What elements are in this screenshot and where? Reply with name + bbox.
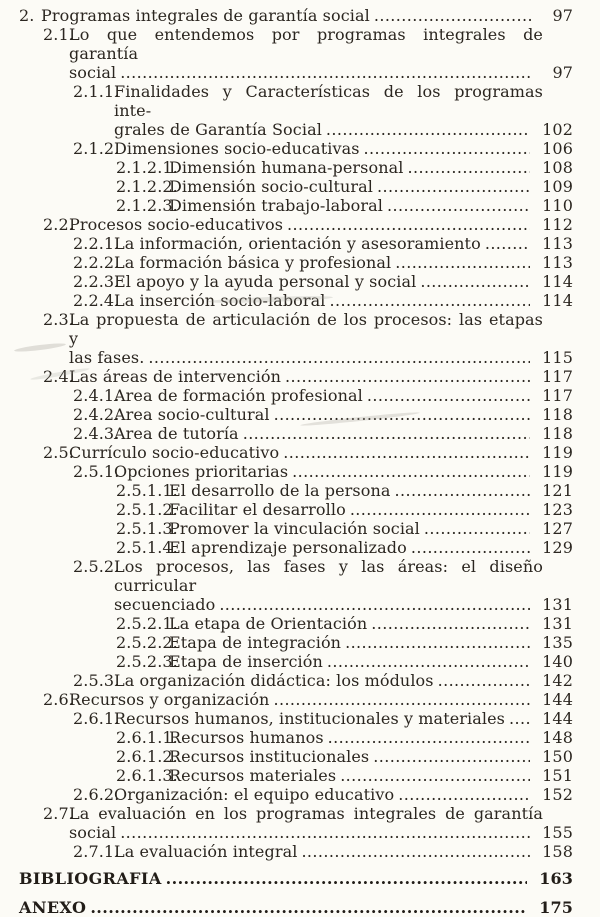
dot-leader bbox=[377, 177, 530, 196]
toc-entry-label: Recursos y organización bbox=[69, 690, 270, 709]
toc-entry-label: Currículo socio-educativo bbox=[69, 443, 280, 462]
toc-entry-line bbox=[116, 481, 600, 500]
toc-entry-line bbox=[114, 120, 600, 139]
toc-entry-number: 2.6.1.1. bbox=[116, 728, 178, 747]
dot-leader bbox=[345, 633, 530, 652]
toc-entry-line bbox=[114, 595, 600, 614]
toc-entry-line bbox=[73, 253, 600, 272]
dot-leader bbox=[395, 253, 530, 272]
toc-entry-number: 2.1.1. bbox=[73, 82, 120, 101]
toc-entry-number: 2.6.1.3. bbox=[116, 766, 178, 785]
toc-entry-label: Finalidades y Características de los programas inte- bbox=[114, 82, 543, 120]
toc-page-number: 148 bbox=[542, 728, 573, 747]
toc-entry-line bbox=[73, 842, 600, 861]
toc-entry-number: 2.5. bbox=[43, 443, 74, 462]
toc-entry-line bbox=[73, 272, 600, 291]
dot-leader bbox=[283, 443, 530, 462]
toc-entry-label: Area de tutoría bbox=[114, 424, 239, 443]
dot-leader bbox=[340, 766, 530, 785]
toc-entry-line bbox=[116, 633, 600, 652]
toc-entry-label: Recursos institucionales bbox=[169, 747, 370, 766]
toc-page-number: 129 bbox=[542, 538, 573, 557]
toc-entry-label: Lo que entendemos por programas integrales de garantía bbox=[69, 25, 543, 63]
toc-entry-label: social bbox=[69, 823, 117, 842]
toc-entry-label: Organización: el equipo educativo bbox=[114, 785, 395, 804]
toc-entry-label: social bbox=[69, 63, 117, 82]
toc-page-number: 144 bbox=[542, 690, 573, 709]
dot-leader bbox=[424, 519, 530, 538]
toc-page-number: 109 bbox=[542, 177, 573, 196]
dot-leader bbox=[166, 869, 528, 888]
toc-page-number: 155 bbox=[542, 823, 573, 842]
dot-leader bbox=[292, 462, 530, 481]
toc-entry-number: 2. bbox=[19, 6, 35, 25]
toc-entry-line bbox=[116, 196, 600, 215]
toc-page-number: 131 bbox=[542, 595, 573, 614]
toc-entry-line bbox=[116, 177, 600, 196]
dot-leader bbox=[364, 139, 531, 158]
toc-entry-label: La propuesta de articulación de los procesos: las etapas y bbox=[69, 310, 543, 348]
toc-entry-line bbox=[73, 291, 600, 310]
dot-leader bbox=[274, 405, 531, 424]
toc-entry-number: 2.5.1.2. bbox=[116, 500, 178, 519]
toc-page-number: 121 bbox=[542, 481, 573, 500]
toc-page-number: 113 bbox=[542, 234, 573, 253]
toc-entry-label: La etapa de Orientación bbox=[169, 614, 368, 633]
dot-leader bbox=[438, 671, 531, 690]
toc-entry-label: Los procesos, las fases y las áreas: el diseño curricular bbox=[114, 557, 543, 595]
dot-leader bbox=[287, 215, 530, 234]
toc-page-number: 97 bbox=[552, 6, 573, 25]
toc-page-number: 152 bbox=[542, 785, 573, 804]
toc-entry-line bbox=[73, 386, 600, 405]
toc-entry-number: 2.4.2. bbox=[73, 405, 120, 424]
back-matter-label: ANEXO bbox=[19, 898, 87, 917]
toc-entry-label: La inserción socio-laboral bbox=[114, 291, 326, 310]
toc-entry-number: 2.7.1. bbox=[73, 842, 120, 861]
toc-entry-number: 2.2.3. bbox=[73, 272, 120, 291]
toc-page-number: 115 bbox=[542, 348, 573, 367]
toc-entry-number: 2.5.2.1. bbox=[116, 614, 178, 633]
toc-entry-number: 2.1.2.2. bbox=[116, 177, 178, 196]
toc-entry-label: Dimensión socio-cultural bbox=[169, 177, 374, 196]
toc-entry-label: La evaluación integral bbox=[114, 842, 298, 861]
toc-entry-number: 2.1.2. bbox=[73, 139, 120, 158]
toc-entry-label: Recursos humanos bbox=[169, 728, 324, 747]
toc-page-number: 118 bbox=[542, 405, 573, 424]
toc-entry-line bbox=[73, 82, 600, 120]
toc-entry-number: 2.6. bbox=[43, 690, 74, 709]
toc-entry-line bbox=[116, 614, 600, 633]
dot-leader bbox=[219, 595, 530, 614]
toc-entry-number: 2.5.2.2. bbox=[116, 633, 178, 652]
toc-entry-label: La organización didáctica: los módulos bbox=[114, 671, 434, 690]
toc-entry-label: Dimensión trabajo-laboral bbox=[169, 196, 383, 215]
toc-page-number: 131 bbox=[542, 614, 573, 633]
toc-entry-number: 2.1.2.3. bbox=[116, 196, 178, 215]
toc-entry-number: 2.6.2. bbox=[73, 785, 120, 804]
dot-leader bbox=[509, 709, 530, 728]
toc-entry-label: El aprendizaje personalizado bbox=[169, 538, 407, 557]
toc-entry-number: 2.5.1.1. bbox=[116, 481, 178, 500]
toc-page-number: 123 bbox=[542, 500, 573, 519]
toc-entry-label: Las áreas de intervención bbox=[69, 367, 282, 386]
back-matter-entry bbox=[19, 869, 600, 888]
toc-entry-number: 2.4. bbox=[43, 367, 74, 386]
toc-page-number: 140 bbox=[542, 652, 573, 671]
toc-entry-line bbox=[73, 671, 600, 690]
toc-entry-number: 2.7. bbox=[43, 804, 74, 823]
dot-leader bbox=[398, 785, 530, 804]
back-matter-label: BIBLIOGRAFIA bbox=[19, 869, 162, 888]
toc-page-number: 108 bbox=[542, 158, 573, 177]
dot-leader bbox=[328, 728, 531, 747]
dot-leader bbox=[243, 424, 530, 443]
toc-entry-label: La formación básica y profesional bbox=[114, 253, 392, 272]
toc-page-number: 114 bbox=[542, 291, 573, 310]
toc-entry-number: 2.2.2. bbox=[73, 253, 120, 272]
toc-entry-label: Recursos humanos, institucionales y materiales bbox=[114, 709, 505, 728]
dot-leader bbox=[120, 823, 530, 842]
toc-entry-number: 2.3. bbox=[43, 310, 74, 329]
toc-page-number: 142 bbox=[542, 671, 573, 690]
back-matter-entry bbox=[19, 898, 600, 917]
toc-entry-number: 2.4.1. bbox=[73, 386, 120, 405]
toc-entry-label: grales de Garantía Social bbox=[114, 120, 322, 139]
dot-leader bbox=[407, 158, 530, 177]
table-of-contents bbox=[0, 6, 600, 917]
toc-entry-line bbox=[116, 158, 600, 177]
dot-leader bbox=[411, 538, 530, 557]
toc-entry-label: El apoyo y la ayuda personal y social bbox=[114, 272, 417, 291]
toc-entry-line bbox=[116, 519, 600, 538]
toc-page-number: 97 bbox=[552, 63, 573, 82]
toc-entry-line bbox=[69, 63, 600, 82]
dot-leader bbox=[387, 196, 530, 215]
toc-entry-label: El desarrollo de la persona bbox=[169, 481, 391, 500]
toc-page-number: 135 bbox=[542, 633, 573, 652]
dot-leader bbox=[420, 272, 530, 291]
dot-leader bbox=[350, 500, 530, 519]
toc-entry-line bbox=[73, 557, 600, 595]
toc-entry-line bbox=[69, 823, 600, 842]
dot-leader bbox=[371, 614, 530, 633]
toc-entry-line bbox=[69, 348, 600, 367]
toc-entry-number: 2.6.1. bbox=[73, 709, 120, 728]
toc-page-number: 113 bbox=[542, 253, 573, 272]
dot-leader bbox=[301, 842, 530, 861]
toc-entry-line bbox=[73, 709, 600, 728]
toc-page-number: 102 bbox=[542, 120, 573, 139]
toc-page-number: 106 bbox=[542, 139, 573, 158]
dot-leader bbox=[330, 291, 531, 310]
toc-entry-line bbox=[43, 367, 600, 386]
dot-leader bbox=[148, 348, 530, 367]
toc-page-number: 175 bbox=[539, 898, 573, 917]
toc-entry-line bbox=[43, 804, 600, 823]
toc-entry-label: Etapa de inserción bbox=[169, 652, 323, 671]
toc-entry-label: La evaluación en los programas integrales de garantía bbox=[69, 804, 543, 823]
toc-entry-label: Dimensión humana-personal bbox=[169, 158, 404, 177]
toc-entry-line bbox=[43, 690, 600, 709]
toc-entry-line bbox=[116, 652, 600, 671]
toc-entry-label: Etapa de integración bbox=[169, 633, 342, 652]
toc-entry-label: Opciones prioritarias bbox=[114, 462, 289, 481]
toc-entry-line bbox=[116, 728, 600, 747]
dot-leader bbox=[90, 898, 527, 917]
toc-entry-label: Area de formación profesional bbox=[114, 386, 363, 405]
toc-entry-label: Promover la vinculación social bbox=[169, 519, 420, 538]
toc-entry-label: Programas integrales de garantía social bbox=[41, 6, 370, 25]
dot-leader bbox=[367, 386, 530, 405]
toc-entry-line bbox=[116, 538, 600, 557]
toc-entry-label: Dimensiones socio-educativas bbox=[114, 139, 360, 158]
toc-page-number: 114 bbox=[542, 272, 573, 291]
toc-page-number: 117 bbox=[542, 367, 573, 386]
toc-entry-line bbox=[73, 405, 600, 424]
toc-entry-line bbox=[116, 747, 600, 766]
toc-page-number: 117 bbox=[542, 386, 573, 405]
toc-entry-label: Area socio-cultural bbox=[114, 405, 270, 424]
toc-entry-line bbox=[73, 139, 600, 158]
dot-leader bbox=[326, 120, 530, 139]
dot-leader bbox=[327, 652, 530, 671]
dot-leader bbox=[373, 747, 530, 766]
toc-entry-number: 2.2. bbox=[43, 215, 74, 234]
toc-entry-number: 2.5.1.3. bbox=[116, 519, 178, 538]
toc-page-number: 119 bbox=[542, 443, 573, 462]
toc-entry-label: Facilitar el desarrollo bbox=[169, 500, 346, 519]
toc-entry-number: 2.5.1.4. bbox=[116, 538, 178, 557]
dot-leader bbox=[120, 63, 531, 82]
toc-page-number: 119 bbox=[542, 462, 573, 481]
toc-page-number: 112 bbox=[542, 215, 573, 234]
toc-entry-number: 2.1. bbox=[43, 25, 74, 44]
toc-page-number: 110 bbox=[542, 196, 573, 215]
dot-leader bbox=[285, 367, 530, 386]
toc-entry-line bbox=[43, 310, 600, 348]
toc-entry-number: 2.5.1. bbox=[73, 462, 120, 481]
toc-entry-line bbox=[43, 215, 600, 234]
toc-page-number: 150 bbox=[542, 747, 573, 766]
dot-leader bbox=[395, 481, 531, 500]
dot-leader bbox=[273, 690, 530, 709]
toc-page-number: 158 bbox=[542, 842, 573, 861]
toc-entry-line bbox=[73, 462, 600, 481]
toc-entry-number: 2.1.2.1. bbox=[116, 158, 178, 177]
toc-entry-line bbox=[43, 443, 600, 462]
toc-page-number: 151 bbox=[542, 766, 573, 785]
toc-entry-number: 2.6.1.2. bbox=[116, 747, 178, 766]
dot-leader bbox=[485, 234, 530, 253]
toc-entry-number: 2.2.1. bbox=[73, 234, 120, 253]
toc-entry-line bbox=[116, 500, 600, 519]
toc-entry-label: secuenciado bbox=[114, 595, 216, 614]
toc-entry-line bbox=[73, 785, 600, 804]
toc-entry-line bbox=[73, 234, 600, 253]
dot-leader bbox=[374, 6, 531, 25]
toc-entry-number: 2.2.4. bbox=[73, 291, 120, 310]
toc-entry-line bbox=[43, 25, 600, 63]
toc-entry-label: La información, orientación y asesoramiento bbox=[114, 234, 481, 253]
toc-entry-number: 2.4.3. bbox=[73, 424, 120, 443]
toc-page-number: 144 bbox=[542, 709, 573, 728]
toc-entry-line bbox=[19, 6, 600, 25]
toc-page-number: 163 bbox=[539, 869, 573, 888]
toc-entry-label: Procesos socio-educativos bbox=[69, 215, 284, 234]
toc-entry-line bbox=[73, 424, 600, 443]
toc-page-number: 127 bbox=[542, 519, 573, 538]
toc-entry-line bbox=[116, 766, 600, 785]
toc-page-number: 118 bbox=[542, 424, 573, 443]
toc-entry-label: Recursos materiales bbox=[169, 766, 337, 785]
toc-entry-number: 2.5.2.3. bbox=[116, 652, 178, 671]
toc-entry-number: 2.5.2. bbox=[73, 557, 120, 576]
toc-entry-number: 2.5.3. bbox=[73, 671, 120, 690]
toc-entry-label: las fases. bbox=[69, 348, 145, 367]
